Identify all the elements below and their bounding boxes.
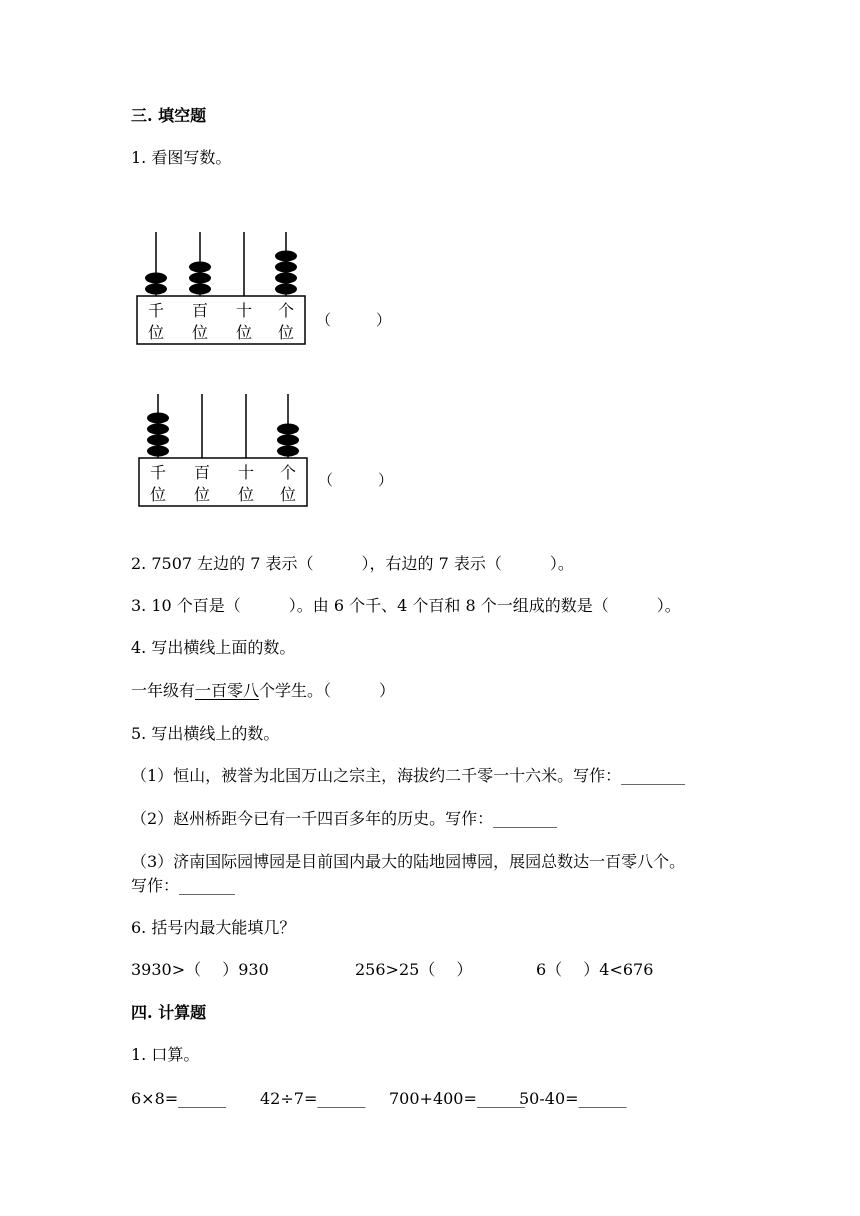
abacus-1-place-label-bottom: 位 [191,323,209,342]
abacus-2-bead [147,446,169,457]
question-3: 3. 10 个百是（ ）。由 6 个千、4 个百和 8 个一组成的数是（ ）。 [131,596,681,615]
abacus-2-place-label-top: 十 [237,463,255,482]
calc-question-1-prompt: 1. 口算。 [131,1045,200,1064]
question-5-item-3-line-2: 写作：_______ [131,876,236,895]
abacus-1-bead [189,262,211,273]
abacus-2-bead [147,435,169,446]
abacus-1-bead [189,273,211,284]
section-3-heading: 三. 填空题 [131,106,207,125]
abacus-2-bead [147,413,169,424]
abacus-2-bead [277,446,299,457]
abacus-1-bead [275,284,297,295]
abacus-2-place-label-bottom: 位 [149,485,167,504]
q6-item-2: 256>25（ ） [355,960,473,979]
question-5-prompt: 5. 写出横线上的数。 [131,724,280,743]
abacus-2-place-label-bottom: 位 [237,485,255,504]
question-4-prompt: 4. 写出横线上面的数。 [131,638,296,657]
abacus-1-place-label-bottom: 位 [235,323,253,342]
q4-text-pre: 一年级有 [131,681,196,700]
q4-underlined-number: 一百零八 [195,681,260,700]
abacus-2-bead [277,424,299,435]
abacus-1-bead [275,262,297,273]
abacus-1-answer-blank[interactable]: （ ） [316,311,392,329]
abacus-2-bead [147,424,169,435]
abacus-2-bead [277,435,299,446]
abacus-1-place-label-top: 个 [277,301,295,320]
abacus-1-bead [145,284,167,295]
abacus-2-answer-blank[interactable]: （ ） [318,471,394,489]
abacus-2-place-label-top: 百 [193,463,211,482]
abacus-1-place-label-top: 十 [235,301,253,320]
abacus-figure-1 [136,228,308,348]
abacus-1-place-label-bottom: 位 [277,323,295,342]
abacus-2-place-label-top: 千 [149,463,167,482]
q4-text-post: 个学生。（ ） [259,681,396,700]
calc-item-4: 50-40=______ [519,1089,627,1108]
abacus-1-bead [275,273,297,284]
question-5-item-2: （2）赵州桥距今已有一千四百多年的历史。写作：________ [131,809,558,828]
question-6-prompt: 6. 括号内最大能填几？ [131,918,296,937]
abacus-1-bead [145,273,167,284]
section-4-heading: 四. 计算题 [131,1003,207,1022]
abacus-1-bead [189,284,211,295]
calc-item-3: 700+400=______ [389,1089,525,1108]
calc-item-1: 6×8=______ [131,1089,227,1108]
question-2: 2. 7507 左边的 7 表示（ ），右边的 7 表示（ ）。 [131,554,574,573]
abacus-figure-2 [138,390,310,510]
abacus-2-place-label-bottom: 位 [193,485,211,504]
question-5-item-3-line-1: （3）济南国际园博园是目前国内最大的陆地园博园，展园总数达一百零八个。 [131,852,686,871]
abacus-2-place-label-top: 个 [279,463,297,482]
question-4-line [131,681,395,701]
q6-item-3: 6（ ）4<676 [536,960,654,979]
abacus-1-place-label-bottom: 位 [147,323,165,342]
abacus-1-bead [275,251,297,262]
q6-item-1: 3930>（ ）930 [131,960,269,979]
abacus-1-place-label-top: 千 [147,301,165,320]
question-5-item-1: （1）恒山，被誉为北国万山之宗主，海拔约二千零一十六米。写作：________ [131,766,686,785]
abacus-2-place-label-bottom: 位 [279,485,297,504]
calc-item-2: 42÷7=______ [260,1089,366,1108]
abacus-1-place-label-top: 百 [191,301,209,320]
question-1-prompt: 1. 看图写数。 [131,148,232,167]
